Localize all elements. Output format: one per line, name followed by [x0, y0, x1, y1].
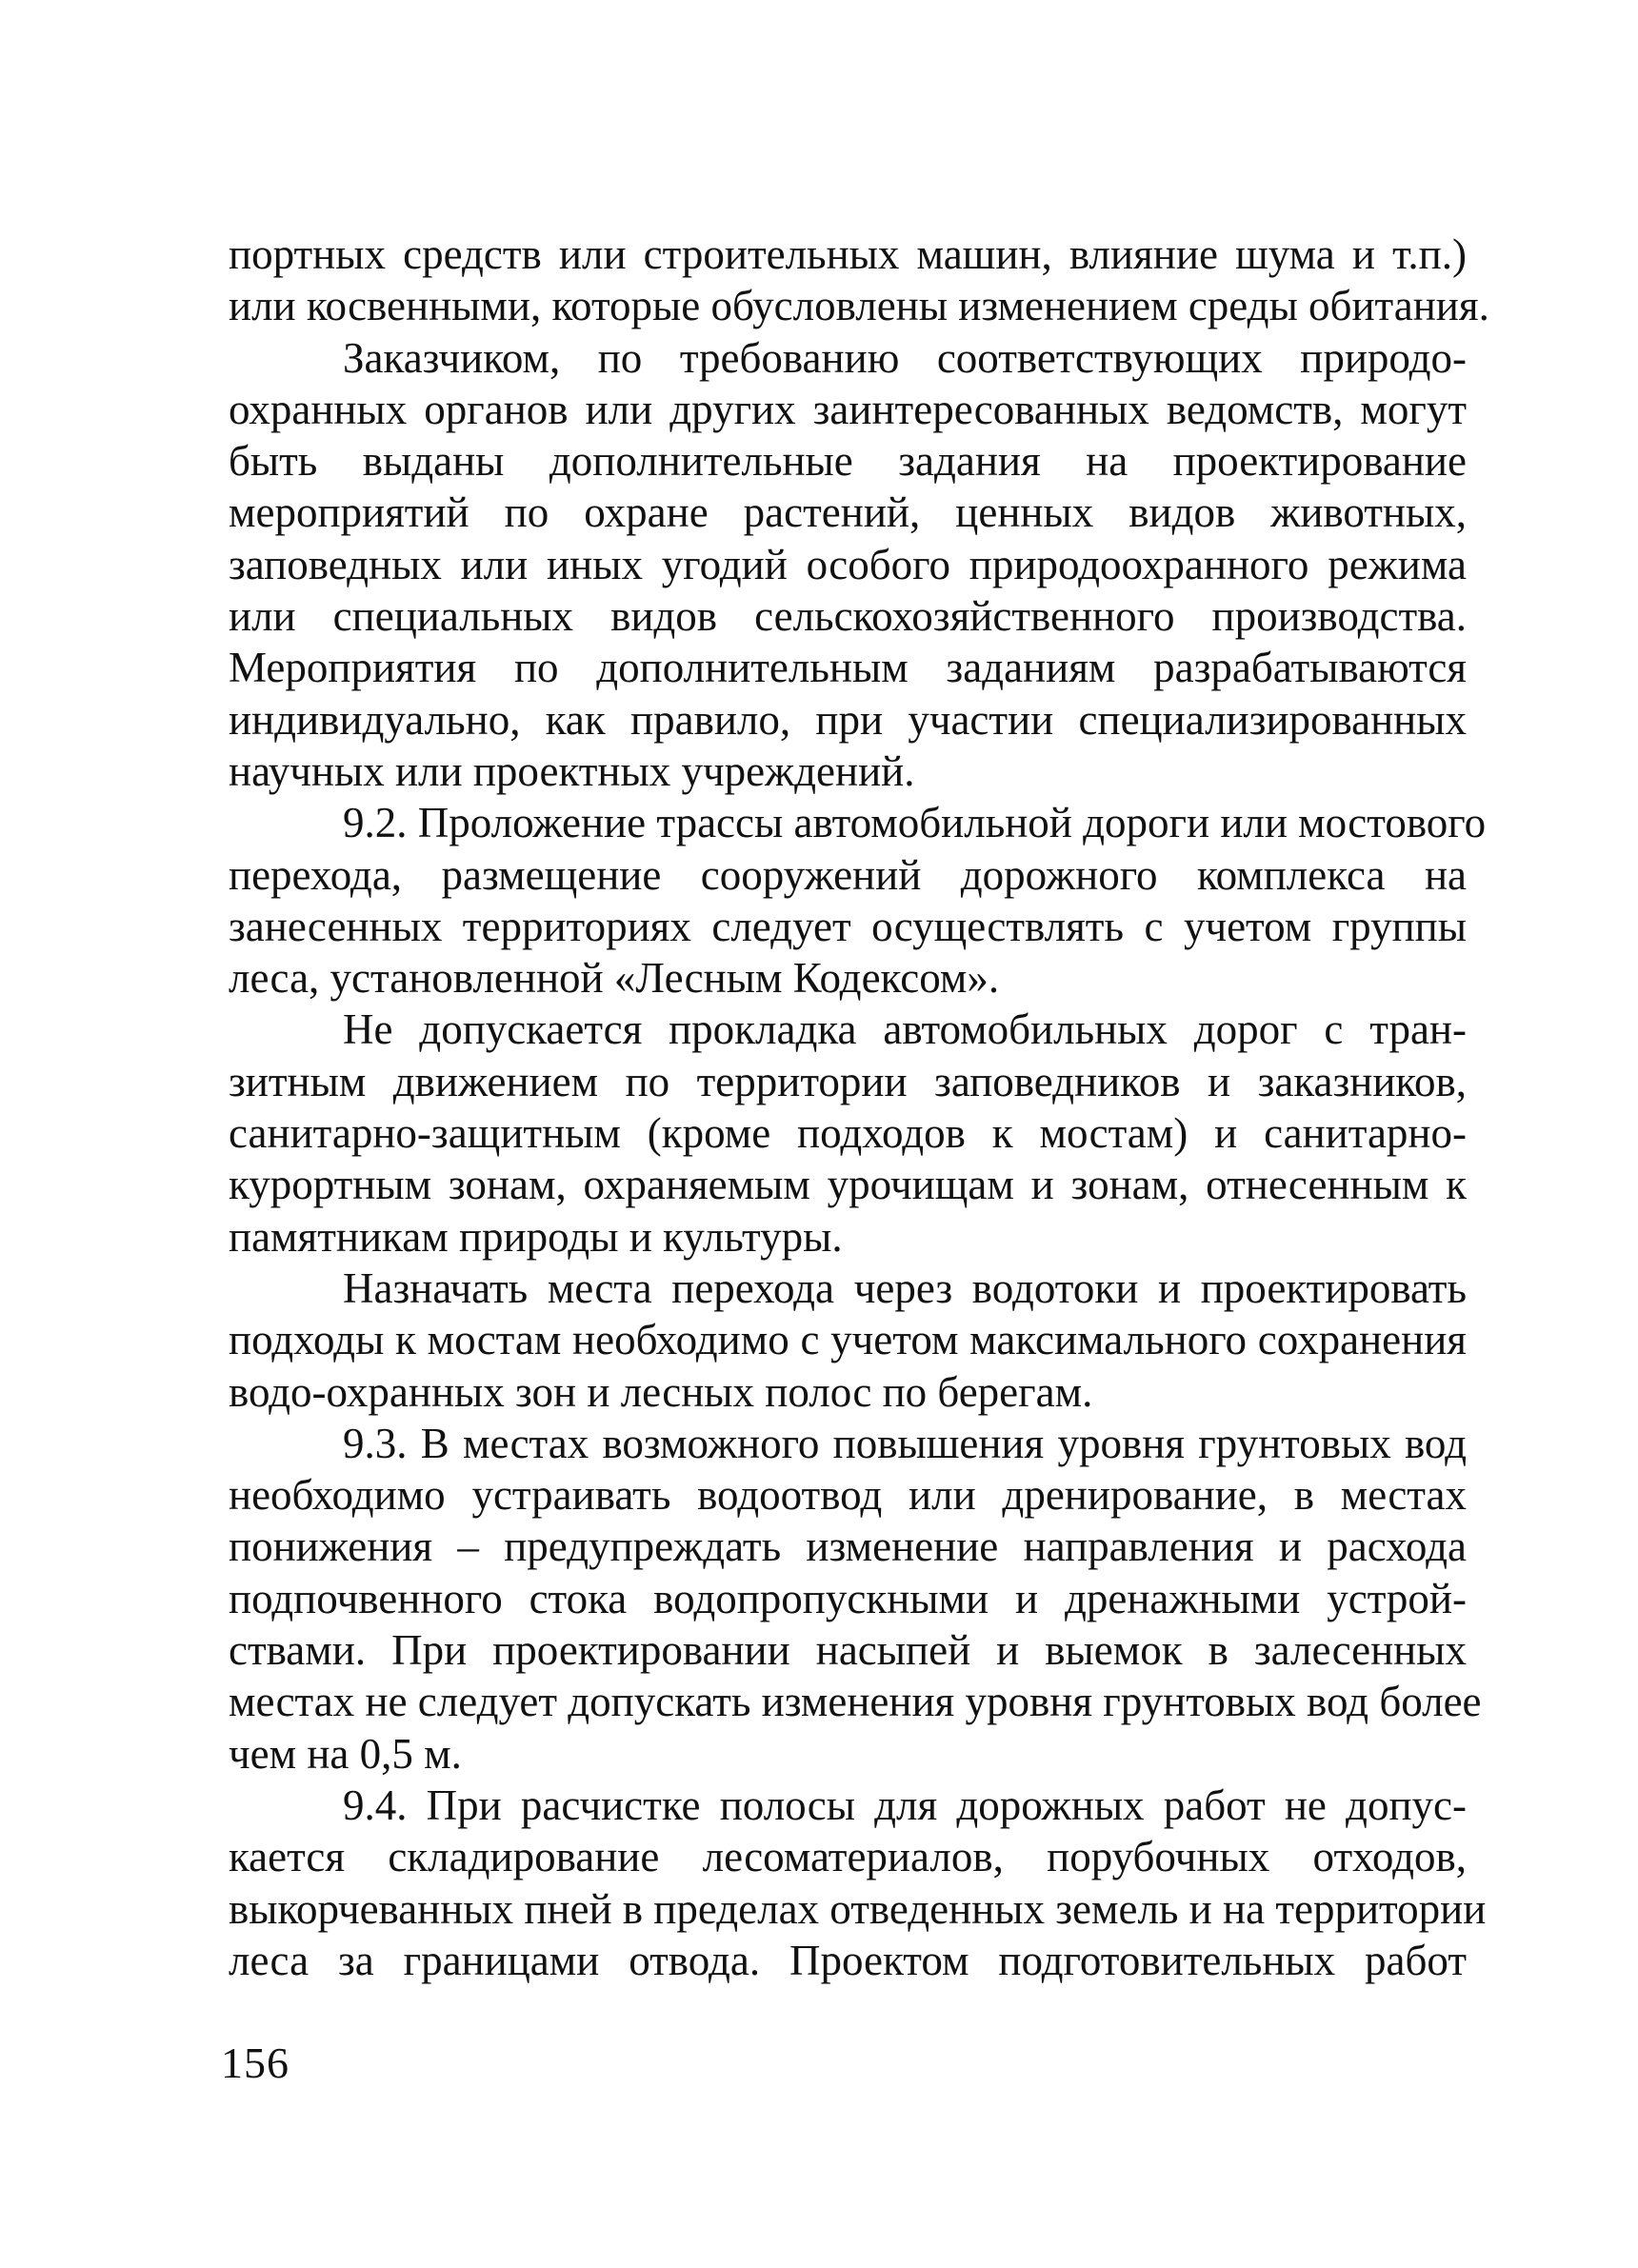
paragraph-1 [229, 229, 1489, 332]
text-line: ствами. При проектировании насыпей и выемок в залесенных [229, 1626, 1467, 1675]
paragraph-5 [229, 1263, 1467, 1418]
text-line: санитарно-защитным (кроме подходов к мостам) и санитарно- [229, 1109, 1467, 1158]
text-line: Мероприятия по дополнительным заданиям разрабатываются [229, 644, 1467, 692]
text-line: заповедных или иных угодий особого природоохранного режима [229, 540, 1467, 588]
text-line: Не допускается прокладка автомобильных дорог с тран- [343, 1005, 1467, 1054]
text-line: научных или проектных учреждений. [229, 746, 915, 795]
text-line: или косвенными, которые обусловлены изменением среды обитания. [229, 282, 1489, 330]
text-line: Заказчиком, по требованию соответствующих природо- [343, 333, 1467, 382]
text-line: Назначать места перехода через водотоки и проектировать [343, 1263, 1467, 1312]
text-line: 9.3. В местах возможного повышения уровня грунтовых вод [343, 1419, 1467, 1467]
paragraph-4 [229, 1004, 1467, 1262]
text-line: леса за границами отвода. Проектом подготовительных работ [229, 1936, 1467, 1984]
text-line: курортным зонам, охраняемым урочищам и зонам, отнесенным к [229, 1161, 1467, 1209]
body-text [229, 229, 1489, 1986]
text-line: понижения – предупреждать изменение направления и расхода [229, 1522, 1467, 1571]
text-line: кается складирование лесоматериалов, порубочных отходов, [229, 1833, 1467, 1881]
text-line: мероприятий по охране растений, ценных видов животных, [229, 488, 1467, 537]
page-number: 156 [221, 2039, 290, 2087]
text-line: охранных органов или других заинтересованных ведомств, могут [229, 385, 1467, 433]
paragraph-3 [229, 797, 1487, 1004]
text-line: занесенных территориях следует осуществлять с учетом группы [229, 902, 1467, 950]
paragraph-6 [229, 1418, 1482, 1780]
text-line: памятникам природы и культуры. [229, 1212, 843, 1261]
text-line: быть выданы дополнительные задания на проектирование [229, 437, 1467, 486]
text-line: 9.4. При расчистке полосы для дорожных работ не допус- [343, 1781, 1467, 1829]
text-line: леса, установленной «Лесным Кодексом». [229, 954, 1000, 1003]
text-line: подпочвенного стока водопропускными и дренажными устрой- [229, 1574, 1467, 1622]
text-line: зитным движением по территории заповедников и заказников, [229, 1057, 1467, 1105]
text-line: водо-охранных зон и лесных полос по берегам. [229, 1367, 1093, 1416]
text-line: подходы к мостам необходимо с учетом максимального сохранения [229, 1316, 1467, 1364]
paragraph-2 [229, 332, 1467, 798]
paragraph-7 [229, 1780, 1487, 1986]
text-line: чем на 0,5 м. [229, 1729, 462, 1778]
text-line: индивидуально, как правило, при участии специализированных [229, 695, 1467, 744]
text-line: необходимо устраивать водоотвод или дренирование, в местах [229, 1471, 1467, 1520]
text-line: перехода, размещение сооружений дорожного комплекса на [229, 850, 1467, 899]
text-line: местах не следует допускать изменения уровня грунтовых вод более [229, 1678, 1482, 1726]
text-line: выкорчеванных пней в пределах отведенных земель и на территории [229, 1884, 1487, 1933]
text-line: портных средств или строительных машин, влияние шума и т.п.) [229, 230, 1467, 278]
text-line: 9.2. Проложение трассы автомобильной дороги или мостового [343, 799, 1487, 847]
text-line: или специальных видов сельскохозяйственного производства. [229, 592, 1467, 641]
